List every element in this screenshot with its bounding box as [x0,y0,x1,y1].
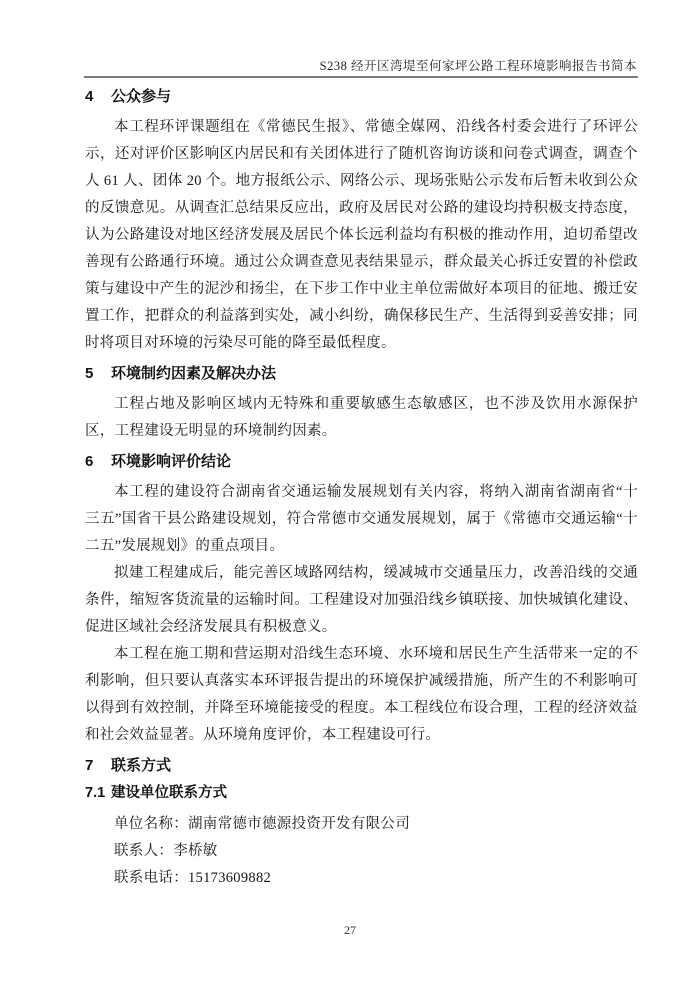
page-number: 27 [344,923,356,937]
running-header-title: S238 经开区湾堤至何家坪公路工程环境影响报告书简本 [319,59,637,73]
paragraph-conclusion-feasibility: 本工程在施工期和营运期对沿线生态环境、水环境和居民生产生活带来一定的不利影响，但只要认真落实本环评报告提出的环境保护减缓措施，所产生的不利影响可以得到有效控制，并降至环境能接受的程度。本工程线位布设合理，工程的经济效益和社会效益显著。从环境角度评价，本工程建设可行。 [85,646,638,743]
section-title: 环境制约因素及解决办法 [111,365,277,382]
section-number: 4 [85,88,94,105]
document-content [85,80,638,892]
section-title: 公众参与 [111,88,172,105]
section-title: 环境影响评价结论 [111,453,232,470]
section-heading-public-participation [85,86,638,107]
subsection-heading-construction-unit-contact [85,783,638,804]
header-rule [84,76,638,78]
contact-phone: 联系电话：15173609882 [114,870,272,886]
section-heading-contact [85,755,638,776]
contact-unit-name: 单位名称：湖南常德市德源投资开发有限公司 [114,816,410,832]
subsection-number: 7.1 [85,785,106,801]
section-number: 5 [85,365,94,382]
section-heading-constraints [85,363,638,384]
contact-person: 联系人：李桥敏 [114,843,218,859]
paragraph-conclusion-benefits: 拟建工程建成后，能完善区域路网结构，缓减城市交通量压力，改善沿线的交通条件，缩短客货流量的运输时间。工程建设对加强沿线乡镇联接、加快城镇化建设、促进区域社会经济发展具有积极意义。 [85,565,638,635]
section-title: 联系方式 [111,757,172,774]
paragraph-public-participation: 本工程环评课题组在《常德民生报》、常德全媒网、沿线各村委会进行了环评公示，还对评价区影响区内居民和有关团体进行了随机咨询访谈和问卷式调查，调查个人 61 人、团体 20 个。地方报纸公示、网络公示、现场张贴公示发布后暂未收到公众的反馈意见。从调查汇总结果反应出，政府及居民对公路的建设均持积极支持态度，认为公路建设对地区经济发展及居民个体长远利益均有积极的推动作用，迫切希望改善现有公路通行环境。通过公众调查意见表结果显示，群众最关心拆迁安置的补偿政策与建设中产生的泥沙和扬尘，在下步工作中业主单位需做好本项目的征地、搬迁安置工作，把群众的利益落到实处，减小纠纷，确保移民生产、生活得到妥善安排；同时将项目对环境的污染尽可能的降至最低程度。 [85,119,638,351]
paragraph-conclusion-planning: 本工程的建设符合湖南省交通运输发展规划有关内容，将纳入湖南省湖南省“十三五”国省干县公路建设规划，符合常德市交通发展规划，属于《常德市交通运输“十二五”发展规划》的重点项目。 [85,484,638,554]
section-number: 7 [85,757,94,774]
subsection-title: 建设单位联系方式 [111,785,227,801]
section-heading-conclusion [85,451,638,472]
paragraph-constraints: 工程占地及影响区域内无特殊和重要敏感生态敏感区，也不涉及饮用水源保护区，工程建设无明显的环境制约因素。 [85,396,638,439]
section-number: 6 [85,453,94,470]
